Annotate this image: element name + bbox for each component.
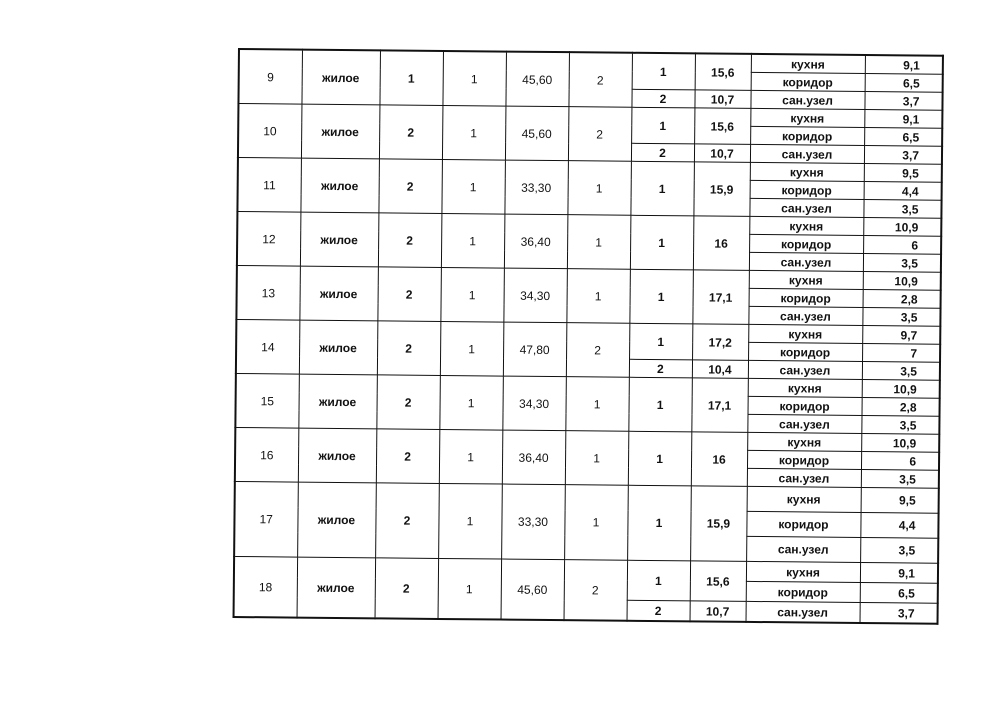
total-area-cell: 33,30 — [501, 484, 565, 560]
room-number-cell: 1 — [630, 215, 694, 270]
room-area-cell: 10,7 — [694, 90, 750, 109]
aux-room-area-cell: 3,5 — [860, 537, 938, 563]
apartments-table — [233, 48, 944, 625]
level-count-cell: 1 — [441, 213, 505, 268]
aux-room-area-cell: 3,5 — [863, 200, 941, 219]
aux-room-name-cell: сан.узел — [749, 198, 863, 217]
room-number-cell: 2 — [627, 600, 690, 621]
apartment-type-cell: жилое — [300, 212, 379, 267]
aux-room-area-cell: 2,8 — [863, 290, 941, 309]
rooms-count-cell: 2 — [568, 107, 632, 162]
aux-room-area-cell: 4,4 — [860, 512, 938, 538]
apartment-type-cell: жилое — [299, 266, 378, 321]
level-count-cell: 1 — [438, 483, 502, 559]
room-number-cell: 2 — [631, 143, 694, 162]
apartment-number-cell: 10 — [238, 104, 302, 159]
aux-room-name-cell: коридор — [750, 180, 864, 199]
apartment-number-cell: 14 — [236, 319, 300, 374]
aux-room-name-cell: кухня — [748, 324, 862, 343]
aux-room-area-cell: 9,7 — [862, 326, 940, 345]
level-count-cell: 1 — [439, 375, 503, 430]
table-row — [239, 49, 943, 74]
room-area-cell: 15,6 — [695, 53, 751, 90]
room-area-cell: 16 — [691, 432, 748, 487]
floor-cell: 1 — [379, 50, 443, 105]
total-area-cell: 45,60 — [501, 559, 565, 620]
total-area-cell: 34,30 — [502, 376, 566, 431]
total-area-cell: 47,80 — [503, 322, 567, 377]
aux-room-area-cell: 9,1 — [865, 55, 943, 74]
total-area-cell: 36,40 — [502, 430, 566, 485]
total-area-cell: 34,30 — [503, 268, 567, 323]
apartment-type-cell: жилое — [301, 50, 380, 105]
room-number-cell: 1 — [628, 431, 692, 486]
aux-room-area-cell: 10,9 — [863, 218, 941, 237]
apartment-number-cell: 12 — [237, 212, 301, 267]
floor-cell: 2 — [376, 375, 440, 430]
room-area-cell: 16 — [693, 216, 750, 271]
room-number-cell: 1 — [627, 560, 690, 601]
apartment-type-cell: жилое — [299, 320, 378, 375]
room-number-cell: 1 — [630, 161, 694, 216]
apartment-type-cell: жилое — [298, 428, 377, 483]
level-count-cell: 1 — [442, 105, 506, 160]
aux-room-name-cell: коридор — [747, 450, 861, 469]
aux-room-name-cell: кухня — [751, 54, 865, 74]
aux-room-name-cell: сан.узел — [750, 144, 864, 163]
aux-room-name-cell: сан.узел — [747, 414, 861, 433]
rooms-count-cell: 1 — [567, 161, 631, 216]
apartment-type-cell: жилое — [297, 557, 376, 618]
level-count-cell: 1 — [439, 429, 503, 484]
aux-room-area-cell: 3,7 — [860, 602, 938, 623]
room-area-cell: 10,4 — [692, 360, 748, 379]
aux-room-name-cell: кухня — [746, 561, 860, 582]
aux-room-name-cell: кухня — [750, 162, 864, 181]
aux-room-name-cell: кухня — [749, 216, 863, 235]
room-number-cell: 1 — [631, 107, 694, 144]
apartment-type-cell: жилое — [297, 482, 376, 558]
aux-room-area-cell: 3,5 — [862, 308, 940, 327]
aux-room-area-cell: 3,5 — [862, 362, 940, 381]
floor-cell: 2 — [378, 213, 442, 268]
level-count-cell: 1 — [442, 51, 506, 106]
apartment-type-cell: жилое — [300, 158, 379, 213]
room-area-cell: 17,1 — [692, 270, 749, 325]
aux-room-name-cell: сан.узел — [748, 306, 862, 325]
floor-cell: 2 — [375, 483, 439, 559]
apartment-number-cell: 11 — [237, 158, 301, 213]
rooms-count-cell: 1 — [566, 269, 630, 324]
level-count-cell: 1 — [441, 159, 505, 214]
floor-cell: 2 — [379, 105, 443, 160]
aux-room-name-cell: коридор — [746, 511, 860, 537]
room-area-cell: 17,2 — [692, 324, 748, 361]
rooms-count-cell: 2 — [564, 560, 628, 621]
apartment-number-cell: 17 — [234, 481, 298, 557]
room-area-cell: 15,6 — [694, 108, 750, 145]
aux-room-name-cell: коридор — [749, 288, 863, 307]
table-row — [235, 481, 939, 513]
aux-room-name-cell: кухня — [750, 108, 864, 127]
apartment-type-cell: жилое — [301, 104, 380, 159]
aux-room-area-cell: 9,1 — [864, 110, 942, 129]
room-number-cell: 1 — [629, 269, 693, 324]
aux-room-area-cell: 3,5 — [863, 254, 941, 273]
level-count-cell: 1 — [440, 321, 504, 376]
aux-room-area-cell: 10,9 — [863, 272, 941, 291]
apartment-number-cell: 9 — [238, 49, 302, 104]
aux-room-name-cell: коридор — [751, 72, 865, 91]
aux-room-name-cell: кухня — [748, 378, 862, 397]
total-area-cell: 45,60 — [505, 106, 569, 161]
aux-room-name-cell: сан.узел — [750, 90, 864, 109]
total-area-cell: 45,60 — [505, 52, 569, 107]
floor-cell: 2 — [378, 159, 442, 214]
aux-room-area-cell: 3,7 — [864, 146, 942, 165]
floor-cell: 2 — [377, 321, 441, 376]
rooms-count-cell: 2 — [568, 52, 632, 107]
aux-room-area-cell: 10,9 — [861, 434, 939, 453]
aux-room-area-cell: 6,5 — [864, 128, 942, 147]
aux-room-area-cell: 3,5 — [861, 416, 939, 435]
level-count-cell: 1 — [438, 558, 502, 619]
room-number-cell: 2 — [629, 359, 692, 378]
total-area-cell: 33,30 — [504, 160, 568, 215]
rooms-count-cell: 1 — [564, 485, 628, 561]
aux-room-name-cell: коридор — [748, 396, 862, 415]
aux-room-area-cell: 7 — [862, 344, 940, 363]
apartment-number-cell: 16 — [235, 427, 299, 482]
level-count-cell: 1 — [440, 267, 504, 322]
apartment-type-cell: жилое — [298, 374, 377, 429]
aux-room-area-cell: 9,5 — [864, 164, 942, 183]
aux-room-area-cell: 4,4 — [864, 182, 942, 201]
rooms-count-cell: 1 — [565, 431, 629, 486]
aux-room-area-cell: 9,5 — [861, 487, 939, 513]
aux-room-name-cell: сан.узел — [746, 601, 860, 623]
aux-room-name-cell: коридор — [746, 581, 860, 602]
aux-room-name-cell: сан.узел — [748, 360, 862, 379]
aux-room-area-cell: 6 — [863, 236, 941, 255]
rooms-count-cell: 1 — [567, 215, 631, 270]
room-area-cell: 15,9 — [690, 486, 747, 562]
aux-room-area-cell: 6,5 — [860, 582, 938, 603]
room-number-cell: 1 — [628, 377, 692, 432]
room-area-cell: 15,9 — [693, 162, 750, 217]
aux-room-area-cell: 6,5 — [865, 74, 943, 93]
apartment-number-cell: 18 — [234, 556, 298, 617]
aux-room-name-cell: сан.узел — [746, 536, 860, 562]
room-number-cell: 1 — [627, 485, 691, 561]
aux-room-area-cell: 6 — [861, 452, 939, 471]
rooms-count-cell: 1 — [565, 377, 629, 432]
table-container — [233, 48, 942, 625]
aux-room-name-cell: коридор — [748, 342, 862, 361]
room-number-cell: 1 — [629, 323, 692, 360]
room-area-cell: 15,6 — [690, 561, 746, 602]
floor-cell: 2 — [376, 429, 440, 484]
room-area-cell: 17,1 — [691, 378, 748, 433]
floor-cell: 2 — [375, 558, 439, 619]
aux-room-area-cell: 3,5 — [861, 469, 939, 488]
aux-room-name-cell: сан.узел — [749, 252, 863, 271]
room-number-cell: 1 — [632, 53, 695, 90]
total-area-cell: 36,40 — [504, 214, 568, 269]
room-area-cell: 10,7 — [690, 601, 746, 622]
aux-room-name-cell: коридор — [750, 126, 864, 145]
room-number-cell: 2 — [631, 89, 694, 108]
aux-room-area-cell: 3,7 — [864, 92, 942, 111]
apartment-number-cell: 15 — [235, 373, 299, 428]
aux-room-area-cell: 2,8 — [862, 398, 940, 417]
apartment-number-cell: 13 — [236, 265, 300, 320]
room-area-cell: 10,7 — [694, 144, 750, 163]
aux-room-name-cell: коридор — [749, 234, 863, 253]
aux-room-area-cell: 9,1 — [860, 562, 938, 583]
aux-room-name-cell: сан.узел — [747, 468, 861, 487]
aux-room-name-cell: кухня — [747, 486, 861, 512]
aux-room-name-cell: кухня — [749, 270, 863, 289]
floor-cell: 2 — [377, 267, 441, 322]
aux-room-area-cell: 10,9 — [862, 380, 940, 399]
aux-room-name-cell: кухня — [747, 432, 861, 451]
rooms-count-cell: 2 — [566, 323, 630, 378]
